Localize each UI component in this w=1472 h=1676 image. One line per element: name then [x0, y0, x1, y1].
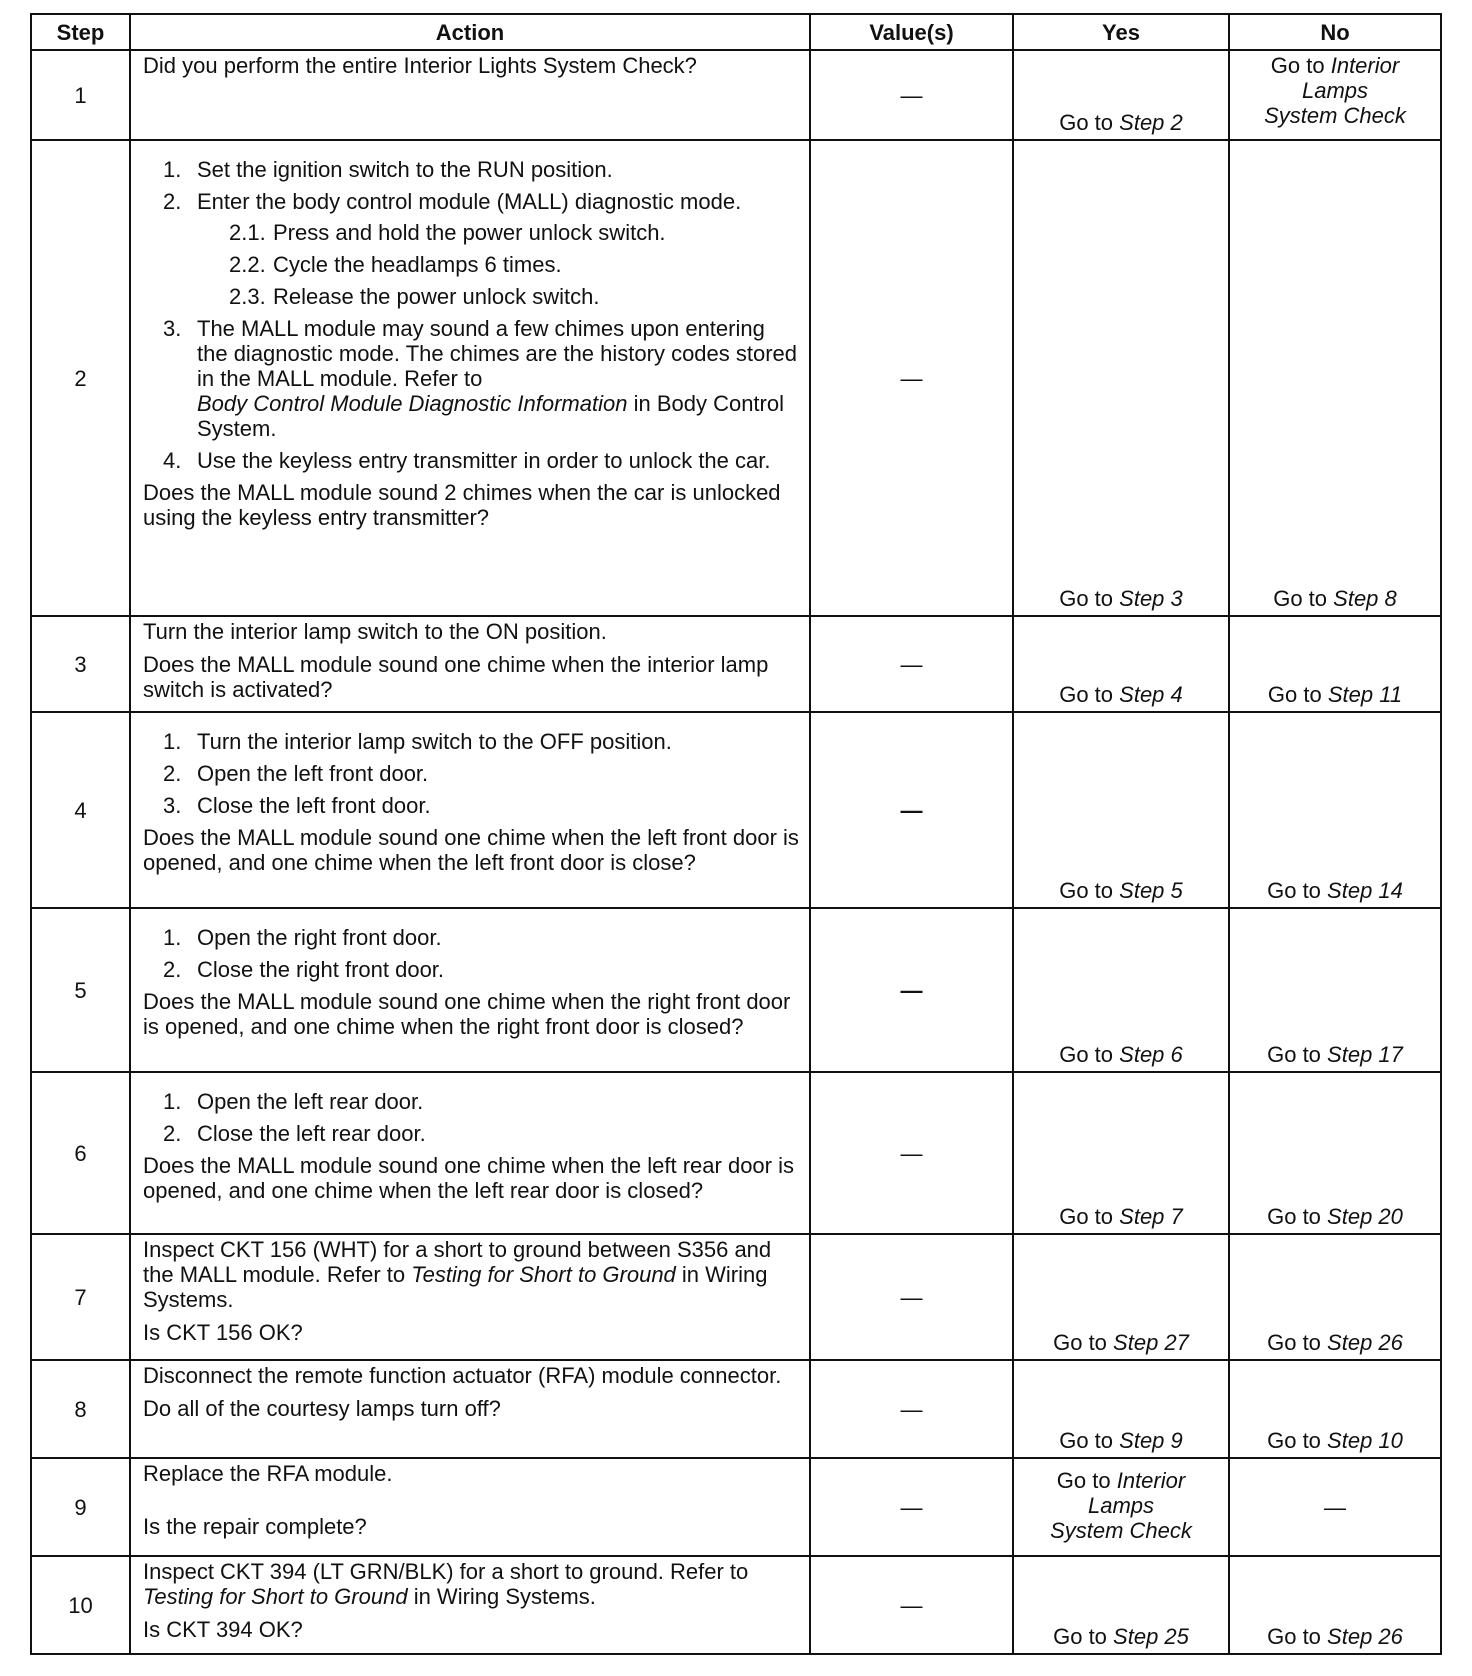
value-cell: — — [810, 1360, 1013, 1458]
reference-link[interactable]: Testing for Short to Ground — [411, 1262, 676, 1287]
list-item: 2. Enter the body control module (MALL) diagnostic mode. 2.1. Press and hold the power unlock switch. 2.2. Cycle the headlamps 6 times. 2.3. Release the power unlock switch. — [143, 189, 801, 309]
value-cell: — — [810, 1234, 1013, 1360]
yes-prefix: Go to — [1059, 878, 1114, 903]
list-item: 2. Close the left rear door. — [163, 1121, 426, 1146]
yes-cell[interactable] — [1013, 140, 1229, 616]
table-row — [31, 1234, 1441, 1360]
reference-link[interactable]: Body Control Module Diagnostic Information — [197, 391, 628, 416]
yes-link[interactable]: Step 25 — [1113, 1624, 1189, 1649]
question-text: Does the MALL module sound one chime when the left rear door is opened, and one chime when the left rear door is closed? — [143, 1153, 794, 1203]
yes-cell[interactable] — [1013, 712, 1229, 908]
step-number: 6 — [31, 1072, 130, 1234]
instruction-text: Replace the RFA module. — [143, 1461, 393, 1486]
no-prefix: Go to — [1267, 682, 1322, 707]
table-row — [31, 712, 1441, 908]
step-number: 7 — [31, 1234, 130, 1360]
no-cell: — — [1229, 1458, 1441, 1556]
reference-link[interactable]: Testing for Short to Ground — [143, 1584, 408, 1609]
yes-link[interactable]: Step 3 — [1119, 586, 1183, 611]
no-prefix: Go to — [1270, 53, 1325, 78]
yes-link[interactable]: Lamps — [1087, 1492, 1155, 1518]
step-number: 4 — [31, 712, 130, 908]
no-prefix: Go to — [1267, 1624, 1321, 1649]
yes-cell[interactable] — [1013, 1556, 1229, 1654]
header-action: Action — [130, 14, 810, 50]
no-link[interactable]: Lamps — [1301, 78, 1369, 103]
yes-link[interactable]: Step 5 — [1119, 878, 1183, 903]
list-item: 4. Use the keyless entry transmitter in order to unlock the car. — [163, 448, 771, 473]
table-row — [31, 908, 1441, 1072]
list-item: 2. Close the right front door. — [163, 957, 445, 982]
yes-prefix: Go to — [1059, 1042, 1114, 1067]
question-text: Did you perform the entire Interior Lights System Check? — [143, 53, 697, 78]
yes-cell[interactable] — [1013, 1072, 1229, 1234]
no-prefix: Go to — [1267, 1330, 1321, 1355]
no-cell[interactable] — [1229, 712, 1441, 908]
question-text: Is the repair complete? — [143, 1514, 367, 1539]
action-cell — [130, 1458, 810, 1556]
yes-prefix: Go to — [1059, 586, 1114, 611]
question-text: Does the MALL module sound one chime when the interior lamp switch is activated? — [143, 652, 769, 702]
no-cell[interactable] — [1229, 50, 1441, 140]
yes-link[interactable]: Interior — [1116, 1467, 1186, 1493]
step-number: 2 — [31, 140, 130, 616]
value-cell: — — [810, 616, 1013, 712]
list-item: 1. Open the left rear door. — [163, 1089, 424, 1114]
action-cell — [130, 1234, 810, 1360]
step-number: 10 — [31, 1556, 130, 1654]
yes-cell[interactable] — [1013, 1234, 1229, 1360]
step-number: 3 — [31, 616, 130, 712]
yes-prefix: Go to — [1059, 1204, 1114, 1229]
yes-cell[interactable] — [1013, 1458, 1229, 1556]
table-row — [31, 616, 1441, 712]
instruction-text: Inspect CKT 394 (LT GRN/BLK) for a short to ground. Refer to Testing for Short to Ground in Wiring Systems. — [143, 1559, 749, 1609]
yes-cell[interactable] — [1013, 50, 1229, 140]
no-cell[interactable] — [1229, 1556, 1441, 1654]
yes-prefix: Go to — [1059, 1428, 1114, 1453]
no-link[interactable]: Step 11 — [1327, 682, 1403, 707]
action-cell — [130, 616, 810, 712]
no-cell[interactable] — [1229, 140, 1441, 616]
value-cell: — — [810, 50, 1013, 140]
sub-procedure-list — [197, 220, 801, 309]
diagnostic-table — [30, 13, 1442, 1655]
no-link[interactable]: Step 8 — [1333, 586, 1397, 611]
procedure-list — [143, 157, 801, 473]
yes-link[interactable]: Step 27 — [1113, 1330, 1189, 1355]
procedure-list — [143, 729, 801, 818]
list-item: 3. Close the left front door. — [163, 793, 431, 818]
no-cell[interactable] — [1229, 1360, 1441, 1458]
table-row — [31, 1360, 1441, 1458]
yes-cell[interactable] — [1013, 616, 1229, 712]
value-cell: — — [810, 1072, 1013, 1234]
action-cell — [130, 1072, 810, 1234]
yes-prefix: Go to — [1053, 1624, 1107, 1649]
table-row — [31, 50, 1441, 140]
procedure-list — [143, 925, 801, 982]
step-number: 1 — [31, 50, 130, 140]
value-cell: — — [810, 1556, 1013, 1654]
no-cell[interactable] — [1229, 616, 1441, 712]
table-row — [31, 1458, 1441, 1556]
list-item: 1. Turn the interior lamp switch to the OFF position. — [163, 729, 672, 754]
yes-prefix: Go to — [1059, 682, 1114, 707]
table-row — [31, 140, 1441, 616]
list-item: 2.2. Cycle the headlamps 6 times. — [229, 252, 562, 277]
no-link[interactable]: Step 14 — [1327, 878, 1403, 903]
no-cell[interactable] — [1229, 1072, 1441, 1234]
list-item: 2.3. Release the power unlock switch. — [229, 284, 600, 309]
step-number: 8 — [31, 1360, 130, 1458]
yes-link[interactable]: Step 2 — [1119, 110, 1183, 135]
list-item: 1. Open the right front door. — [163, 925, 442, 950]
no-prefix: Go to — [1267, 1204, 1321, 1229]
action-cell — [130, 1360, 810, 1458]
yes-prefix: Go to — [1059, 110, 1114, 135]
no-prefix: Go to — [1267, 1428, 1321, 1453]
yes-link[interactable]: Step 6 — [1119, 1042, 1183, 1067]
yes-prefix: Go to — [1053, 1330, 1107, 1355]
step-number: 9 — [31, 1458, 130, 1556]
no-link[interactable]: Step 26 — [1327, 1624, 1403, 1649]
no-cell[interactable] — [1229, 908, 1441, 1072]
no-link[interactable]: Step 20 — [1327, 1204, 1403, 1229]
action-cell — [130, 908, 810, 1072]
list-item: 2.1. Press and hold the power unlock switch. — [229, 220, 666, 245]
procedure-list — [143, 1089, 801, 1146]
list-item: 1. Set the ignition switch to the RUN position. — [163, 157, 613, 182]
instruction-text: Inspect CKT 156 (WHT) for a short to ground between S356 and the MALL module. Refer to Testing for Short to Ground in Wiring Systems. — [143, 1237, 772, 1312]
no-link[interactable]: Step 17 — [1327, 1042, 1403, 1067]
value-cell: — — [810, 140, 1013, 616]
no-link[interactable]: Interior — [1330, 53, 1400, 78]
header-row — [31, 14, 1441, 50]
value-cell: — — [810, 1458, 1013, 1556]
action-cell — [130, 50, 810, 140]
header-values: Value(s) — [810, 14, 1013, 50]
no-prefix: Go to — [1273, 586, 1328, 611]
question-text: Does the MALL module sound one chime when the left front door is opened, and one chime when the left front door is close? — [143, 825, 799, 875]
no-cell[interactable] — [1229, 1234, 1441, 1360]
no-prefix: Go to — [1267, 1042, 1321, 1067]
yes-link[interactable]: Step 7 — [1119, 1204, 1183, 1229]
no-link[interactable]: System Check — [1264, 103, 1406, 128]
no-link[interactable]: Step 10 — [1327, 1428, 1403, 1453]
table-row — [31, 1072, 1441, 1234]
header-no: No — [1229, 14, 1441, 50]
action-cell — [130, 1556, 810, 1654]
list-item: 3. The MALL module may sound a few chimes upon entering the diagnostic mode. The chimes are the history codes stored in the MALL module. Refer to Body Control Module Diagnostic Information in Body Control System. — [163, 316, 798, 441]
yes-cell[interactable] — [1013, 1360, 1229, 1458]
question-text: Do all of the courtesy lamps turn off? — [143, 1396, 501, 1421]
question-text: Does the MALL module sound one chime when the right front door is opened, and one chime when the right front door is closed? — [143, 989, 791, 1039]
action-cell — [130, 712, 810, 908]
no-link[interactable]: Step 26 — [1327, 1330, 1403, 1355]
instruction-text: Turn the interior lamp switch to the ON position. — [143, 619, 607, 644]
step-number: 5 — [31, 908, 130, 1072]
header-step: Step — [31, 14, 130, 50]
question-text: Is CKT 394 OK? — [143, 1617, 303, 1642]
yes-link[interactable]: Step 9 — [1119, 1428, 1183, 1453]
yes-link[interactable]: Step 4 — [1119, 682, 1183, 707]
question-text: Does the MALL module sound 2 chimes when the car is unlocked using the keyless entry transmitter? — [143, 480, 781, 530]
instruction-text: Disconnect the remote function actuator (RFA) module connector. — [143, 1363, 782, 1388]
no-prefix: Go to — [1267, 878, 1321, 903]
value-cell: — — [810, 712, 1013, 908]
question-text: Is CKT 156 OK? — [143, 1320, 303, 1345]
table-row — [31, 1556, 1441, 1654]
yes-prefix: Go to — [1056, 1467, 1111, 1493]
list-item: 2. Open the left front door. — [163, 761, 429, 786]
action-cell — [130, 140, 810, 616]
yes-link[interactable]: System Check — [1050, 1517, 1192, 1543]
header-yes: Yes — [1013, 14, 1229, 50]
yes-cell[interactable] — [1013, 908, 1229, 1072]
value-cell: — — [810, 908, 1013, 1072]
